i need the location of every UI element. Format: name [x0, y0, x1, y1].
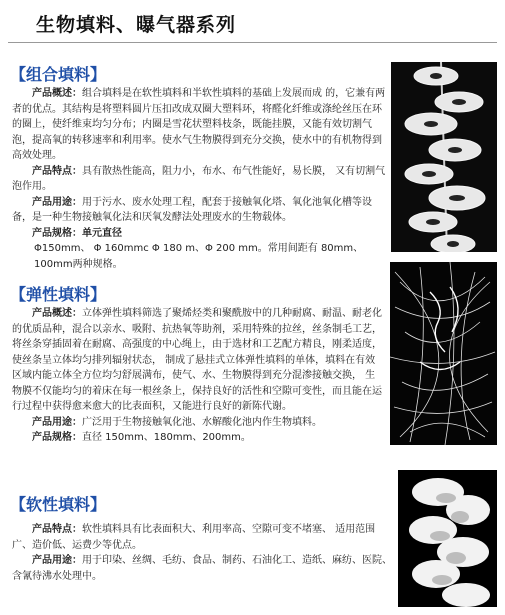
page-title: 生物填料、曝气器系列 — [36, 14, 237, 36]
paragraph-usage: 产品用途：用于污水、废水处理工程，配套于接触氧化塔、氧化池氧化槽等设备，是一种生物接触氧化法和厌氧发酵法处理废水的生物载体。 — [12, 196, 372, 223]
paragraph-spec-values: Φ150mm、 Φ 160mmc Φ 180 m、Φ 200 mm。常用间距有 80mm、100mm两种规格。 — [34, 243, 364, 270]
paragraph-features: 产品特点：软性填料具有比表面积大、利用率高、空隙可变不堵塞、 适用范围广、造价低、运费少等优点。 — [12, 524, 376, 551]
paragraph-usage: 产品用途：广泛用于生物接触氧化池、水解酸化池内作生物填料。 — [32, 416, 322, 428]
paragraph-usage: 产品用途：用于印染、丝绸、毛纺、食品、制药、石油化工、造纸、麻纺、医院、含氰待沸水处理中。 — [12, 555, 392, 582]
paragraph-overview: 产品概述：组合填料是在软性填料和半软性填料的基础上发展而成 的，它兼有两者的优点。其结构是将塑料圆片压扣改成双圈大塑料环，将醛化纤维或涤纶丝压在环的圈上，使纤维束均匀分布；内圈是雪花状塑料枝条，既能挂膜，又能有效切割气泡，提高氧的转移速率和利用率。使水气生物膜得到充分交换，使水中的有机物得到高效处理。 — [12, 88, 386, 161]
elastic-filler-photo — [390, 262, 497, 445]
elastic-filler-text — [12, 306, 384, 446]
soft-filler-text — [12, 522, 392, 584]
paragraph-overview: 产品概述：立体弹性填料筛选了聚烯烃类和聚酰胺中的几种耐腐、耐温、耐老化的优质品种，混合以亲水、吸附、抗热氧等助剂，采用特殊的拉丝，丝条制毛工艺，将丝条穿插固着在耐腐、高强度的中心绳上，由于选材和工艺配方精良，刚柔适度，使丝条呈立体均匀排列辐射状态， 制成了悬挂式立体弹性填料的单体，填料在有效区域内能立体全方位均匀舒展满布，使气、水、生物膜得到充分混渗接触交换， 生物膜不仅能均匀的着床在每一根丝条上，保持良好的活性和空隙可变性，而且能在运行过程中获得愈来愈大的比表面积，又能进行良好的新陈代谢。 — [12, 308, 382, 412]
paragraph-spec: 产品规格：直径 150mm、180mm、200mm。 — [32, 432, 251, 443]
section-heading-soft-filler: 【软性填料】 — [10, 495, 107, 514]
paragraph-features: 产品特点：具有散热性能高，阻力小，布水、布气性能好，易长膜， 又有切割气泡作用。 — [12, 165, 386, 192]
combined-filler-photo — [391, 62, 497, 252]
section-heading-combined-filler: 【组合填料】 — [10, 65, 107, 84]
section-heading-elastic-filler: 【弹性填料】 — [10, 285, 107, 304]
paragraph-spec: 产品规格：单元直径 — [32, 227, 122, 239]
title-divider — [8, 42, 497, 43]
soft-filler-photo — [398, 470, 497, 607]
combined-filler-text — [12, 86, 388, 272]
